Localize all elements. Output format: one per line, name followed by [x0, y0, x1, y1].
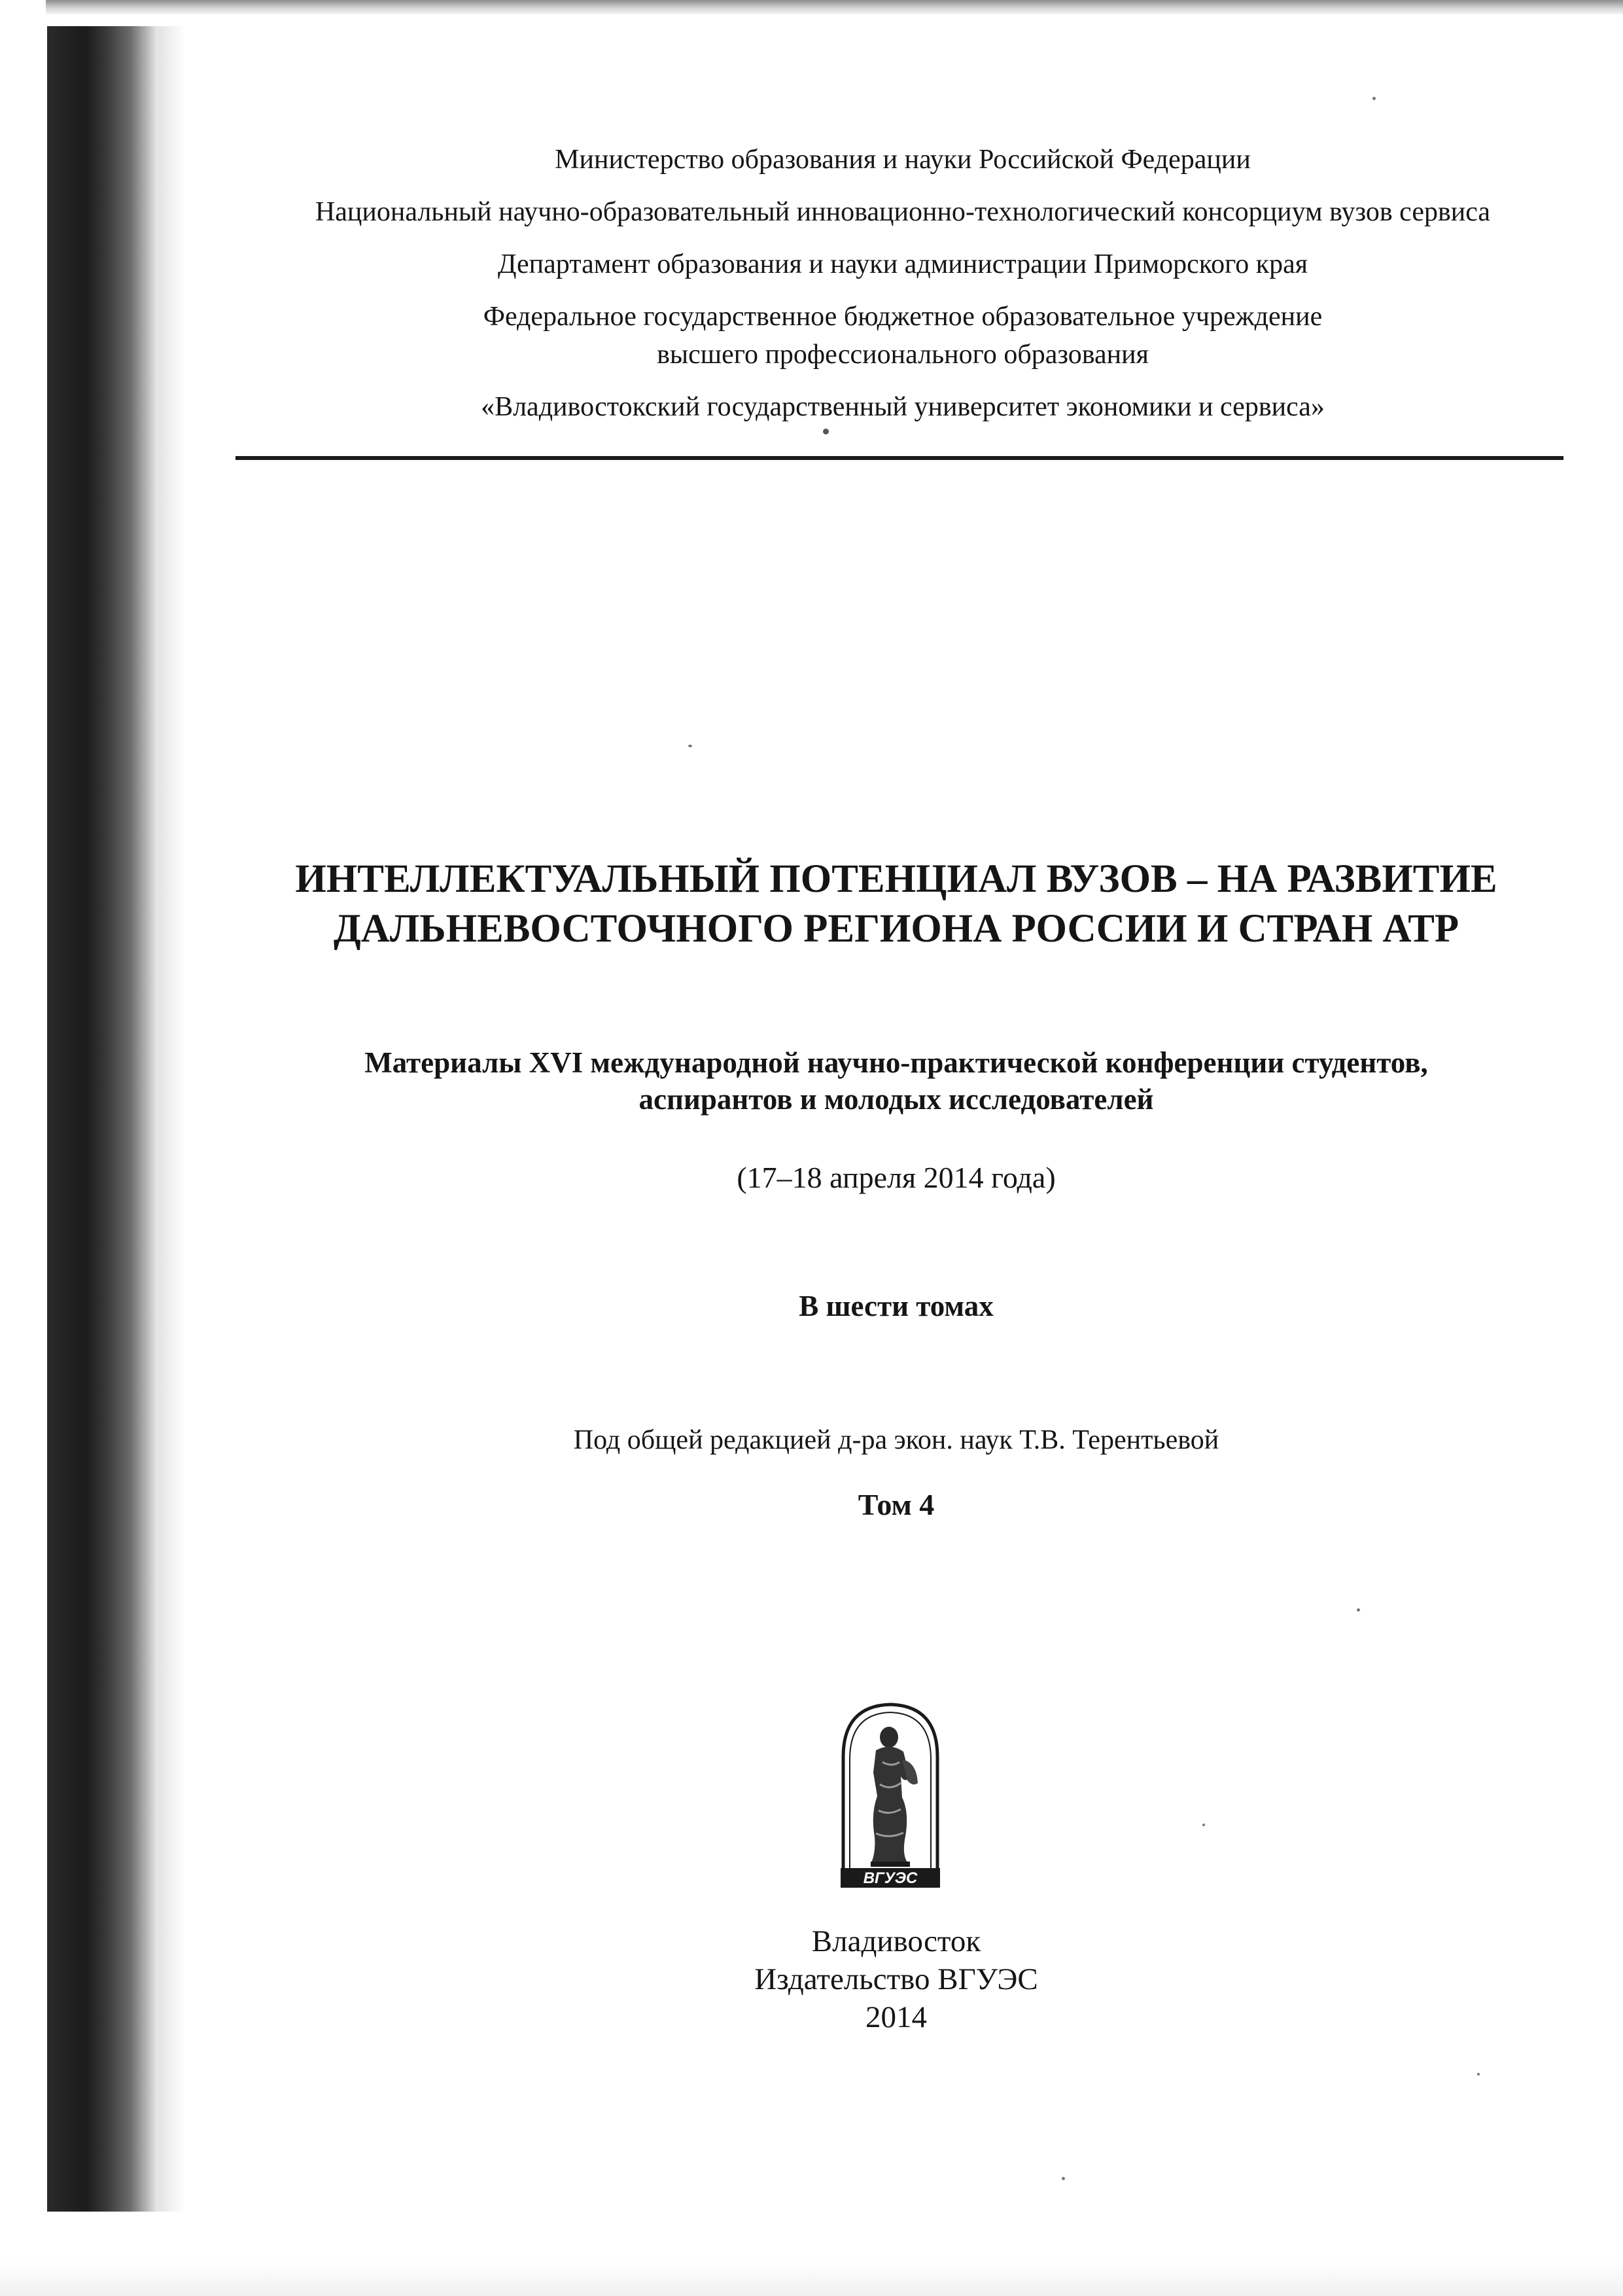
institution-ministry: Министерство образования и науки Российской Федерации: [555, 145, 1251, 175]
conference-line1: Материалы XVI международной научно-практической конференции студентов,: [364, 1046, 1428, 1079]
imprint-city: Владивосток: [811, 1924, 981, 1958]
editor-credit: Под общей редакцией д-ра экон. наук Т.В. Терентьевой: [573, 1425, 1219, 1455]
header-divider: [236, 456, 1563, 460]
conference-description: [209, 1044, 1583, 1118]
speck: [1357, 1608, 1360, 1612]
institutions-header: [236, 141, 1570, 440]
binding-shadow: [47, 26, 158, 2212]
conference-dates: (17–18 апреля 2014 года): [737, 1161, 1056, 1194]
volumes-note: В шести томах: [799, 1290, 994, 1322]
emblem-label: ВГУЭС: [863, 1869, 918, 1887]
book-title-line1: ИНТЕЛЛЕКТУАЛЬНЫЙ ПОТЕНЦИАЛ ВУЗОВ – НА РАЗВИТИЕ: [295, 857, 1497, 901]
scan-bottom-edge: [0, 2261, 1623, 2296]
conference-line2: аспирантов и молодых исследователей: [638, 1083, 1154, 1116]
speck: [1062, 2177, 1065, 2180]
volume-number: Том 4: [858, 1488, 935, 1521]
imprint: [209, 1922, 1583, 2036]
university-emblem-icon: [837, 1699, 944, 1889]
imprint-publisher: Издательство ВГУЭС: [754, 1962, 1038, 1996]
book-title: [196, 855, 1596, 954]
institution-university: «Владивостокский государственный университет экономики и сервиса»: [481, 392, 1325, 422]
speck: [1372, 97, 1376, 100]
institution-federal-line2: высшего профессионального образования: [657, 340, 1149, 370]
institution-department: Департамент образования и науки администрации Приморского края: [497, 249, 1308, 279]
book-title-line2: ДАЛЬНЕВОСТОЧНОГО РЕГИОНА РОССИИ И СТРАН АТР: [333, 907, 1459, 951]
speck: [688, 745, 692, 747]
imprint-year: 2014: [865, 2000, 927, 2034]
binding-shadow-edge: [158, 26, 184, 2212]
scan-top-edge: [46, 0, 1623, 14]
speck: [1202, 1824, 1205, 1826]
institution-consortium: Национальный научно-образовательный инновационно-технологический консорциум вузов сервиса: [315, 197, 1491, 227]
speck: [1477, 2073, 1480, 2075]
institution-federal-line1: Федеральное государственное бюджетное образовательное учреждение: [483, 302, 1323, 332]
print-speck: [823, 429, 829, 434]
